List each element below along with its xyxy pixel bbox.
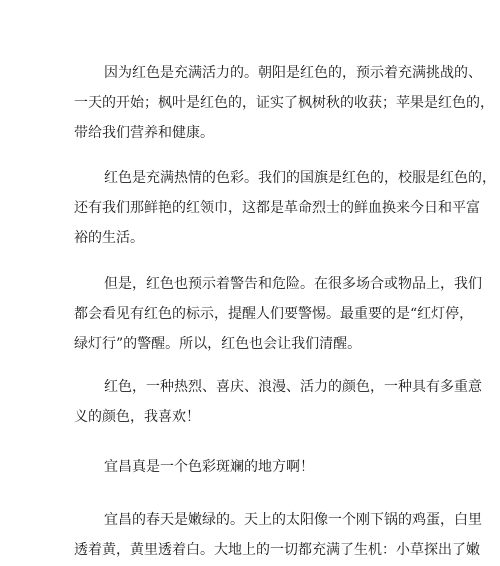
- text-line: 义的颜色，我喜欢！: [74, 409, 200, 425]
- text-line: 因为红色是充满活力的。朝阳是红色的，预示着充满挑战的、: [104, 65, 482, 81]
- paragraph-red-vitality: [74, 58, 494, 148]
- text-line: 红色是充满热情的色彩。我们的国旗是红色的，校服是红色的，: [104, 170, 496, 186]
- text-line: 都会看见有红色的标示，提醒人们要警惕。最重要的是“红灯停，: [74, 306, 474, 322]
- text-line: 宜昌的春天是嫩绿的。天上的太阳像一个刚下锅的鸡蛋，白里: [104, 512, 482, 528]
- text-line: 带给我们营养和健康。: [74, 125, 214, 141]
- text-line: 裕的生活。: [74, 230, 144, 246]
- text-line: 透着黄，黄里透着白。大地上的一切都充满了生机：小草探出了嫩: [74, 542, 480, 558]
- paragraph-red-warning: [74, 269, 482, 359]
- paragraph-yichang-spring: [74, 505, 482, 565]
- text-line: 一天的开始；枫叶是红色的，证实了枫树秋的收获；苹果是红色的，: [74, 95, 494, 111]
- paragraph-red-summary: [74, 372, 482, 432]
- text-line: 但是，红色也预示着警告和危险。在很多场合或物品上，我们: [104, 276, 482, 292]
- text-line: 红色，一种热烈、喜庆、浪漫、活力的颜色，一种具有多重意: [104, 379, 482, 395]
- text-line: 还有我们那鲜艳的红领巾，这都是革命烈士的鲜血换来今日和平富: [74, 200, 480, 216]
- text-line: 宜昌真是一个色彩斑斓的地方啊！: [104, 459, 314, 475]
- text-line: 绿灯行”的警醒。所以，红色也会让我们清醒。: [74, 336, 362, 352]
- paragraph-yichang-intro: [74, 452, 444, 482]
- paragraph-red-passion: [74, 163, 496, 253]
